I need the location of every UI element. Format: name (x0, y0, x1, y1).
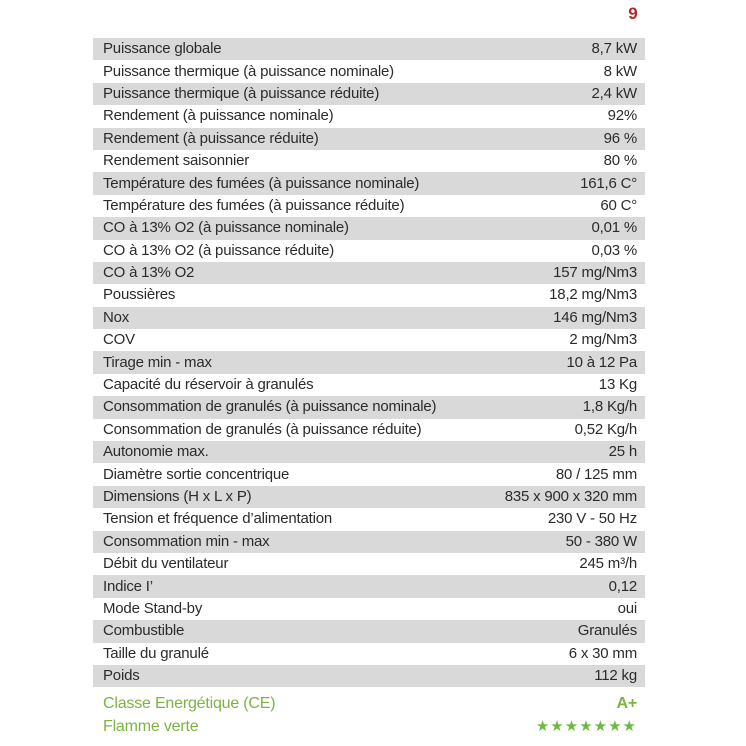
spec-value: 18,2 mg/Nm3 (549, 286, 637, 304)
spec-row (93, 38, 645, 60)
spec-label: Poids (103, 667, 140, 685)
spec-row (93, 531, 645, 553)
spec-value: 1,8 Kg/h (582, 398, 637, 416)
spec-label: Combustible (103, 622, 185, 640)
spec-label: Consommation de granulés (à puissance réduite) (103, 420, 422, 438)
spec-table (93, 38, 645, 687)
spec-value: 8 kW (603, 62, 637, 80)
spec-label: Mode Stand-by (103, 599, 203, 617)
energy-class-value: A+ (616, 694, 637, 712)
spec-row (93, 396, 645, 418)
spec-row (93, 553, 645, 575)
spec-label: Débit du ventilateur (103, 555, 229, 573)
spec-row (93, 128, 645, 150)
spec-row (93, 284, 645, 306)
spec-label: Consommation de granulés (à puissance nominale) (103, 398, 437, 416)
spec-label: COV (103, 331, 135, 349)
spec-label: Puissance globale (103, 40, 222, 58)
spec-value: 0,03 % (591, 241, 637, 259)
spec-value: 2 mg/Nm3 (569, 331, 637, 349)
spec-value: 13 Kg (598, 376, 637, 394)
spec-row (93, 172, 645, 194)
spec-value: 157 mg/Nm3 (553, 264, 637, 282)
spec-value: 161,6 C° (580, 174, 637, 192)
spec-row (93, 240, 645, 262)
spec-label: Tension et fréquence d’alimentation (103, 510, 332, 528)
spec-label: Puissance thermique (à puissance nominale) (103, 62, 394, 80)
spec-row (93, 217, 645, 239)
spec-row (93, 351, 645, 373)
spec-label: Diamètre sortie concentrique (103, 465, 290, 483)
spec-label: Température des fumées (à puissance nominale) (103, 174, 420, 192)
spec-label: Poussières (103, 286, 176, 304)
spec-row (93, 620, 645, 642)
spec-value: 245 m³/h (579, 555, 637, 573)
spec-value: 2,4 kW (591, 84, 637, 102)
spec-label: Nox (103, 308, 130, 326)
spec-row (93, 83, 645, 105)
spec-row (93, 60, 645, 82)
spec-row (93, 374, 645, 396)
spec-row (93, 262, 645, 284)
spec-value: 230 V - 50 Hz (547, 510, 637, 528)
spec-value: 10 à 12 Pa (566, 353, 637, 371)
spec-label: Indice I’ (103, 577, 153, 595)
spec-label: Puissance thermique (à puissance réduite) (103, 84, 380, 102)
spec-value: Granulés (577, 622, 637, 640)
spec-value: 6 x 30 mm (568, 644, 637, 662)
spec-value: 835 x 900 x 320 mm (504, 488, 637, 505)
page-number: 9 (628, 4, 638, 23)
spec-label: CO à 13% O2 (à puissance réduite) (103, 241, 335, 259)
spec-value: 50 - 380 W (565, 532, 637, 550)
spec-value: 0,52 Kg/h (574, 420, 637, 438)
spec-label: CO à 13% O2 (à puissance nominale) (103, 219, 349, 237)
spec-row (93, 643, 645, 665)
energy-class-label: Classe Energétique (CE) (103, 694, 276, 712)
spec-label: Rendement (à puissance nominale) (103, 107, 334, 125)
spec-label: Rendement saisonnier (103, 152, 250, 170)
energy-section (93, 692, 645, 738)
green-flame-stars-icon: ★★★★★★★ (535, 717, 637, 735)
spec-value: 92% (607, 107, 637, 125)
spec-value: 146 mg/Nm3 (553, 308, 637, 326)
spec-label: Consommation min - max (103, 532, 270, 550)
spec-value: 25 h (608, 443, 637, 461)
spec-row (93, 508, 645, 530)
spec-row (93, 486, 645, 508)
spec-value: 60 C° (600, 196, 637, 214)
spec-label: CO à 13% O2 (103, 264, 195, 282)
spec-label: Tirage min - max (103, 353, 212, 371)
spec-value: 8,7 kW (591, 40, 637, 58)
green-flame-label: Flamme verte (103, 717, 199, 735)
spec-value: 80 / 125 mm (555, 465, 637, 483)
spec-row (93, 441, 645, 463)
spec-row (93, 307, 645, 329)
spec-label: Température des fumées (à puissance réduite) (103, 196, 405, 214)
spec-value: 96 % (603, 129, 637, 147)
energy-class-row (93, 692, 645, 715)
green-flame-row (93, 715, 645, 738)
spec-value: 80 % (603, 152, 637, 170)
spec-label: Autonomie max. (103, 443, 209, 461)
spec-row (93, 598, 645, 620)
spec-row (93, 150, 645, 172)
spec-label: Dimensions (H x L x P) (103, 488, 252, 505)
spec-row (93, 575, 645, 597)
spec-label: Taille du granulé (103, 644, 209, 662)
spec-row (93, 329, 645, 351)
spec-row (93, 463, 645, 485)
spec-value: 0,12 (608, 577, 637, 595)
spec-value: oui (617, 599, 637, 617)
spec-label: Rendement (à puissance réduite) (103, 129, 319, 147)
spec-row (93, 105, 645, 127)
spec-row (93, 195, 645, 217)
spec-label: Capacité du réservoir à granulés (103, 376, 314, 394)
spec-row (93, 665, 645, 687)
spec-value: 112 kg (594, 667, 637, 685)
spec-row (93, 419, 645, 441)
spec-value: 0,01 % (591, 219, 637, 237)
